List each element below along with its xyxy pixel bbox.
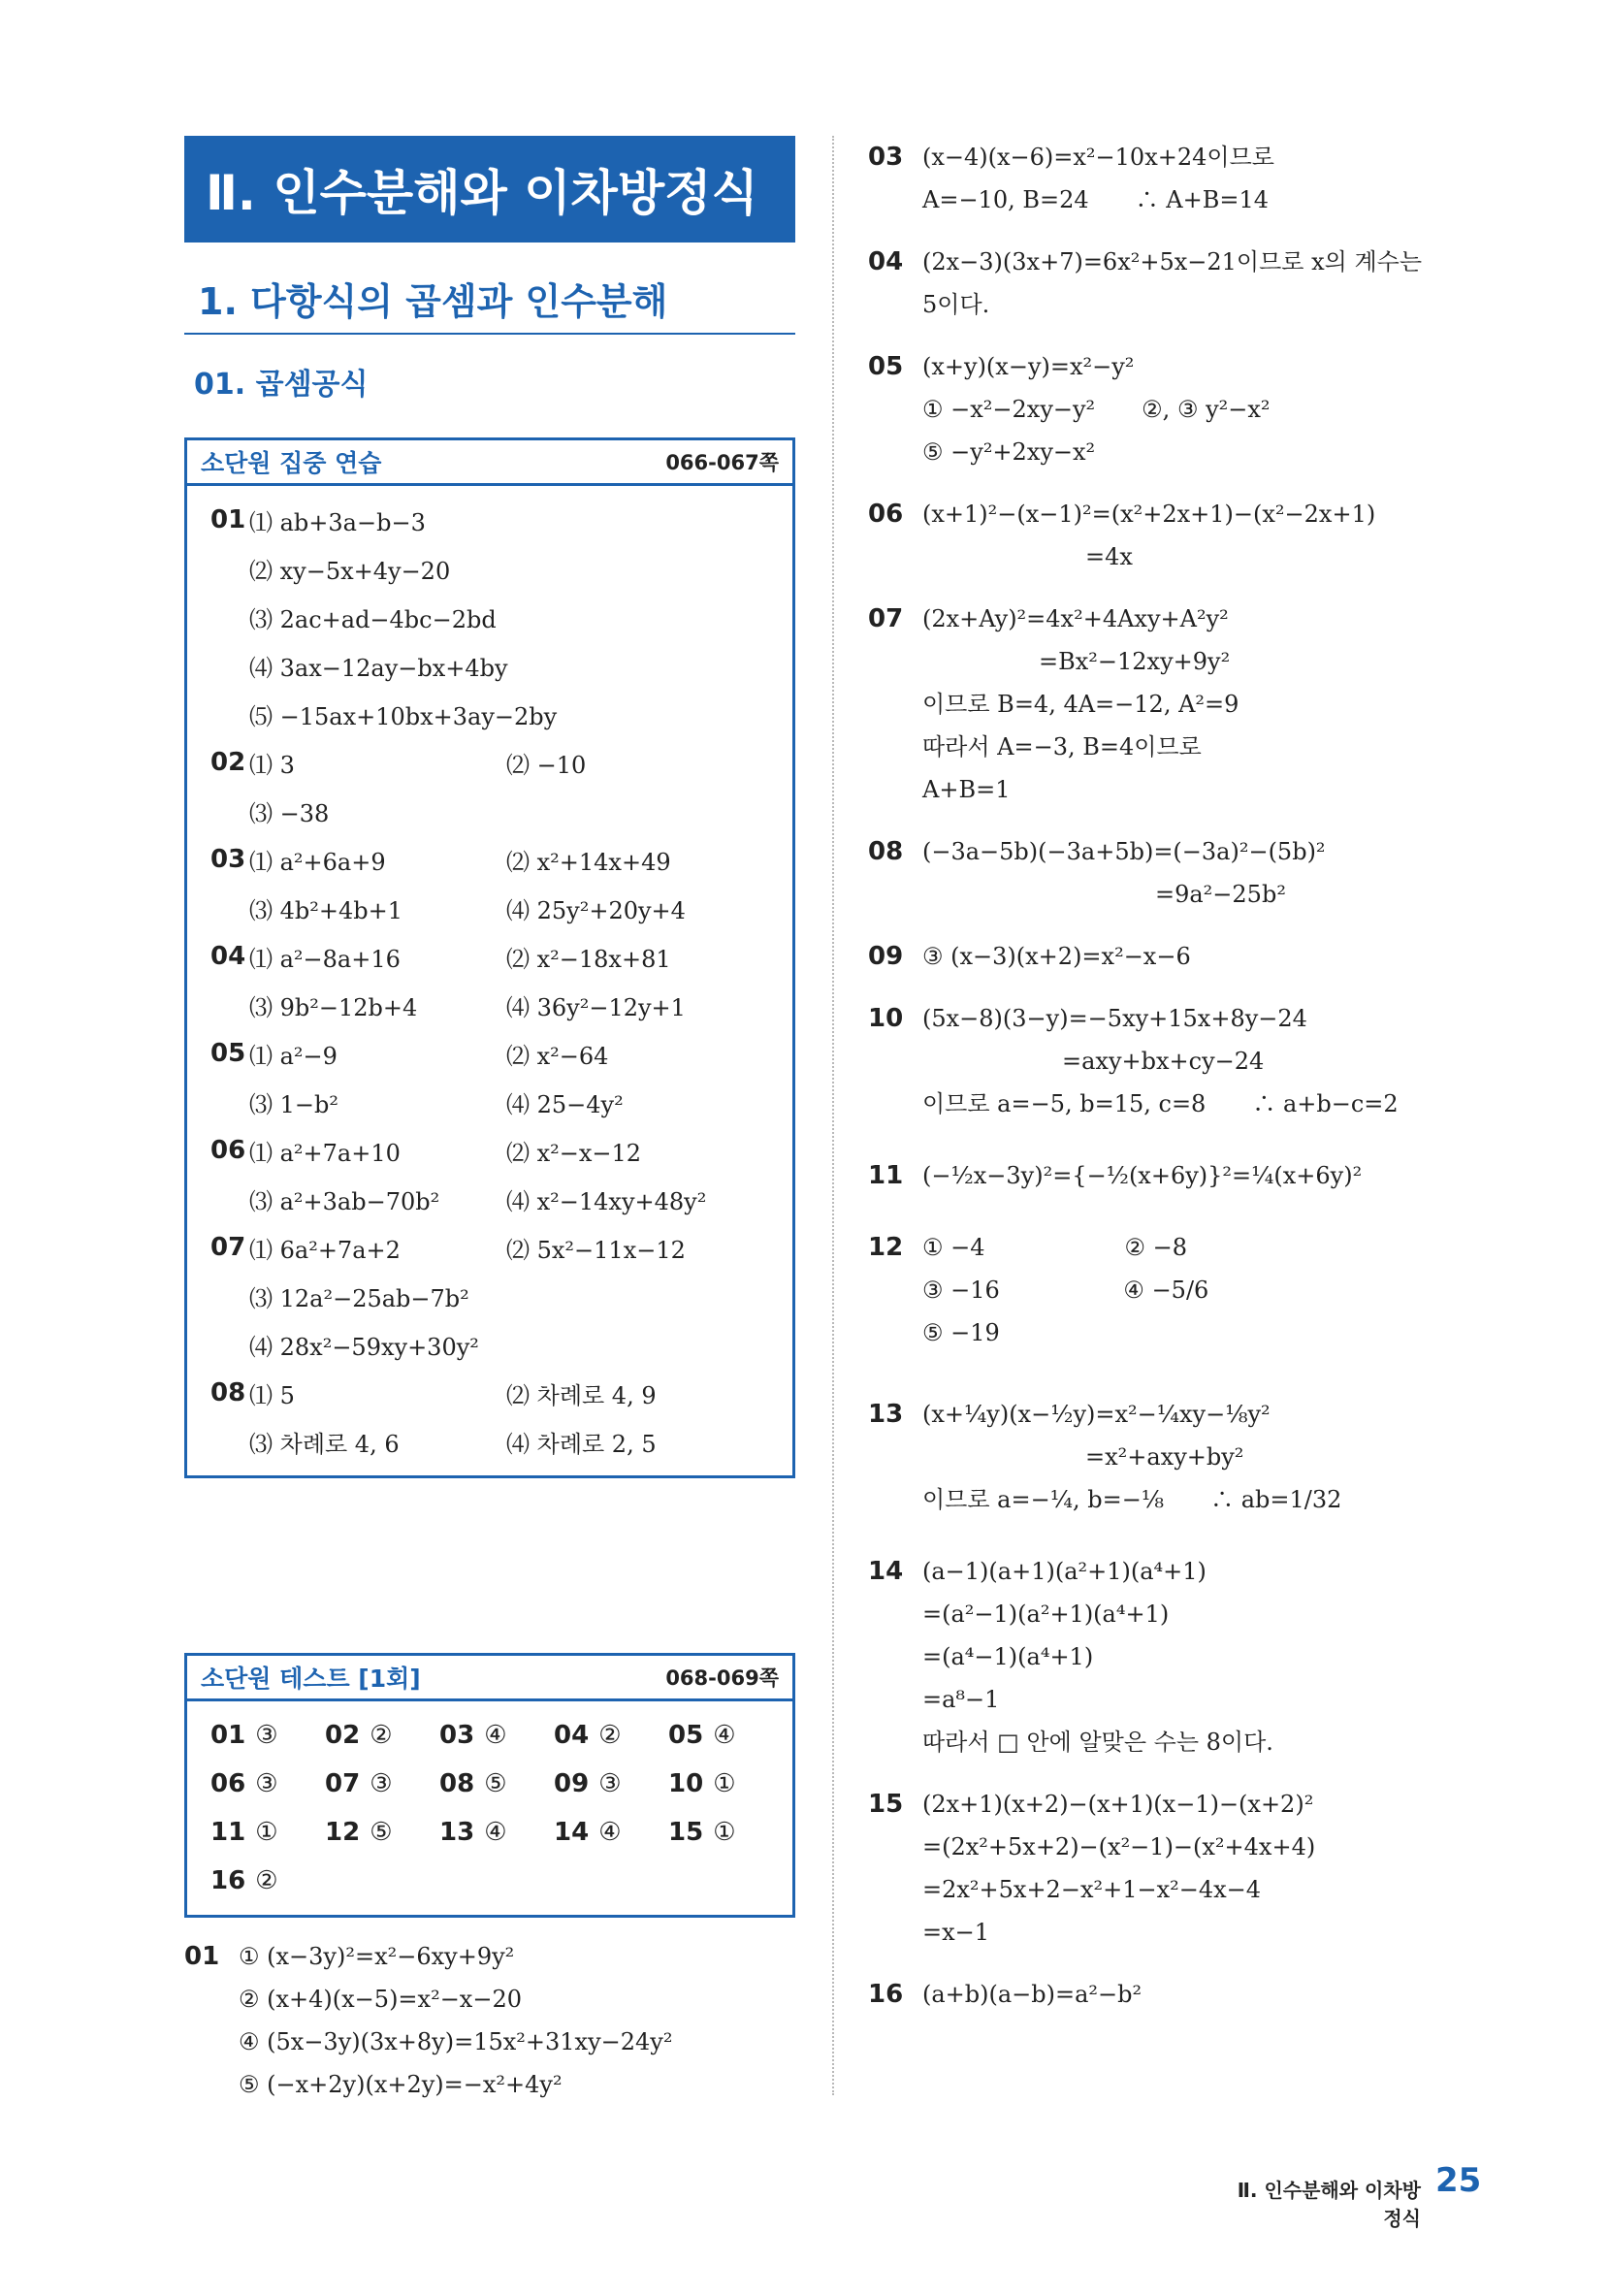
answer-choice: ③ — [598, 1769, 622, 1798]
solution-line: =Bx²−12xy+9y² — [922, 648, 1231, 675]
problem-number: 03 — [868, 143, 904, 172]
answer-part: ⑴ ab+3a−b−3 — [249, 508, 426, 536]
practice-row — [210, 1078, 779, 1126]
answer-part: ⑶ 2ac+ad−4bc−2bd — [249, 605, 497, 633]
solution-line: =(a⁴−1)(a⁴+1) — [922, 1643, 1094, 1670]
solution-line: =9a²−25b² — [922, 881, 1286, 908]
problem-number: 10 — [668, 1769, 704, 1798]
test-answer — [210, 1808, 325, 1857]
solution-line: =x²+axy+by² — [922, 1443, 1244, 1471]
solution-line: 이므로 a=−¼, b=−⅛ ∴ ab=1/32 — [922, 1486, 1342, 1513]
problem-number: 06 — [868, 500, 904, 529]
problem-number: 07 — [868, 604, 904, 633]
practice-row — [210, 1029, 779, 1078]
solution-lines — [922, 136, 1489, 221]
problem-number: 07 — [325, 1769, 361, 1798]
practice-row — [210, 787, 779, 835]
answer-choice: ① — [713, 1769, 736, 1798]
left-column — [184, 136, 795, 2106]
solution-line: ④ (5x−3y)(3x+8y)=15x²+31xy−24y² — [239, 2028, 673, 2055]
answer-part: ⑴ 5 — [249, 1381, 295, 1409]
problem-number: 12 — [868, 1233, 904, 1262]
subsection-title: 01. 곱셈공식 — [194, 368, 369, 402]
answer-part: ⑷ x²−14xy+48y² — [506, 1187, 707, 1215]
solution-line: =axy+bx+cy−24 — [922, 1048, 1265, 1075]
solution-block — [868, 136, 1489, 221]
problem-number: 01 — [210, 505, 246, 534]
answer-choice: ③ — [370, 1769, 393, 1798]
solution-line: (x+y)(x−y)=x²−y² — [922, 353, 1135, 380]
practice-row — [210, 593, 779, 641]
answer-part: ⑶ −38 — [249, 799, 330, 827]
practice-row — [210, 1320, 779, 1369]
solution-lines — [922, 997, 1489, 1125]
answer-choice: ④ — [598, 1818, 622, 1847]
right-column — [868, 136, 1489, 2016]
problem-number: 14 — [868, 1557, 904, 1586]
practice-row — [210, 835, 779, 884]
solution-block — [868, 1154, 1489, 1197]
chapter-banner — [184, 136, 795, 243]
answer-choice: ② — [370, 1721, 393, 1750]
test-answer — [210, 1857, 325, 1905]
solution-lines — [922, 1550, 1489, 1763]
problem-number: 05 — [868, 352, 904, 381]
answer-part: ⑴ 6a²+7a+2 — [249, 1236, 401, 1264]
solution-line: ⑤ −19 — [922, 1319, 1000, 1346]
solution-line: =2x²+5x+2−x²+1−x²−4x−4 — [922, 1876, 1262, 1903]
solution-line: ① (x−3y)²=x²−6xy+9y² — [239, 1943, 515, 1970]
answer-part: ⑶ 9b²−12b+4 — [249, 993, 418, 1021]
answer-choice: ⑤ — [484, 1769, 507, 1798]
problem-number: 03 — [439, 1721, 475, 1750]
test-answer — [439, 1760, 554, 1808]
practice-row — [210, 884, 779, 932]
practice-row — [210, 496, 779, 544]
solution-lines — [922, 1226, 1489, 1354]
test-answers — [187, 1701, 792, 1915]
problem-number: 06 — [210, 1769, 246, 1798]
solution-line: ① −4 ② −8 — [922, 1234, 1188, 1261]
answer-part: ⑶ 1−b² — [249, 1090, 338, 1118]
answer-part: ⑴ a²−9 — [249, 1042, 338, 1070]
page-number: 25 — [1435, 2161, 1482, 2200]
problem-number: 08 — [210, 1378, 246, 1407]
test-box-header — [187, 1656, 792, 1701]
practice-box-header — [187, 440, 792, 486]
solution-block — [868, 493, 1489, 578]
test-answer — [554, 1711, 668, 1760]
problem-number: 09 — [554, 1769, 590, 1798]
solution-block — [868, 830, 1489, 916]
test-box-pages: 068-069쪽 — [665, 1666, 779, 1690]
solution-block — [868, 598, 1489, 811]
solution-line: 이므로 B=4, 4A=−12, A²=9 — [922, 691, 1239, 718]
problem-number: 12 — [325, 1818, 361, 1847]
answer-part: ⑵ x²−x−12 — [506, 1139, 642, 1167]
solution-lines — [922, 598, 1489, 811]
practice-box — [184, 437, 795, 1478]
solution-block — [868, 1226, 1489, 1354]
solution-block — [868, 1550, 1489, 1763]
answer-part: ⑶ a²+3ab−70b² — [249, 1187, 440, 1215]
answer-part: ⑵ −10 — [506, 751, 587, 779]
answer-part: ⑵ 차례로 4, 9 — [506, 1381, 657, 1409]
problem-number: 10 — [868, 1004, 904, 1033]
problem-number: 11 — [210, 1818, 246, 1847]
footer-chapter-label: Ⅱ. 인수분해와 이차방정식 — [1237, 2179, 1421, 2230]
test-answer — [439, 1808, 554, 1857]
solution-line: ③ (x−3)(x+2)=x²−x−6 — [922, 943, 1191, 970]
problem-number: 03 — [210, 845, 246, 874]
solution-block — [868, 1393, 1489, 1521]
solution-lines — [922, 345, 1489, 473]
test-answer — [668, 1711, 783, 1760]
answer-choice: ④ — [484, 1818, 507, 1847]
test-answer — [439, 1711, 554, 1760]
test-answer — [554, 1808, 668, 1857]
problem-number: 05 — [668, 1721, 704, 1750]
answer-part: ⑴ a²−8a+16 — [249, 945, 401, 973]
solution-line: (2x+1)(x+2)−(x+1)(x−1)−(x+2)² — [922, 1791, 1314, 1818]
answer-part: ⑶ 12a²−25ab−7b² — [249, 1284, 469, 1312]
solution-block — [868, 935, 1489, 978]
answer-part: ⑴ a²+6a+9 — [249, 848, 386, 876]
answer-choice: ① — [255, 1818, 278, 1847]
problem-number: 05 — [210, 1039, 246, 1068]
problem-number: 08 — [868, 837, 904, 866]
answer-part: ⑴ a²+7a+10 — [249, 1139, 401, 1167]
problem-number: 07 — [210, 1233, 246, 1262]
solution-line: =(a²−1)(a²+1)(a⁴+1) — [922, 1601, 1170, 1628]
problem-number: 01 — [184, 1942, 220, 1971]
answer-part: ⑵ x²−18x+81 — [506, 945, 671, 973]
practice-answers — [187, 486, 792, 1475]
section-title: 1. 다항식의 곱셈과 인수분해 — [184, 272, 795, 335]
solution-line: (−3a−5b)(−3a+5b)=(−3a)²−(5b)² — [922, 838, 1326, 865]
problem-number: 15 — [868, 1790, 904, 1819]
solution-lines — [922, 1783, 1489, 1954]
solution-line: (a−1)(a+1)(a²+1)(a⁴+1) — [922, 1558, 1207, 1585]
solution-line: (x+¼y)(x−½y)=x²−¼xy−⅛y² — [922, 1401, 1271, 1428]
solution-lines — [922, 830, 1489, 916]
answer-part: ⑷ 36y²−12y+1 — [506, 993, 686, 1021]
answer-part: ⑵ x²+14x+49 — [506, 848, 671, 876]
solution-line: ③ −16 ④ −5/6 — [922, 1277, 1209, 1304]
problem-number: 13 — [868, 1400, 904, 1429]
solution-line: (5x−8)(3−y)=−5xy+15x+8y−24 — [922, 1005, 1307, 1032]
problem-number: 13 — [439, 1818, 475, 1847]
solution-lines — [922, 493, 1489, 578]
practice-box-title: 소단원 집중 연습 — [201, 449, 382, 477]
solution-line: (x−4)(x−6)=x²−10x+24이므로 — [922, 144, 1274, 171]
problem-number: 04 — [554, 1721, 590, 1750]
solution-line: =x−1 — [922, 1919, 990, 1946]
answer-part: ⑵ xy−5x+4y−20 — [249, 557, 451, 585]
answer-part: ⑷ 차례로 2, 5 — [506, 1430, 657, 1458]
problem-number: 11 — [868, 1161, 904, 1190]
practice-row — [210, 932, 779, 981]
solution-line: A+B=1 — [922, 776, 1011, 803]
solution-block — [868, 1973, 1489, 2016]
answer-choice: ④ — [713, 1721, 736, 1750]
answer-choice: ③ — [255, 1769, 278, 1798]
solution-line: 따라서 A=−3, B=4이므로 — [922, 733, 1202, 760]
practice-row — [210, 1126, 779, 1175]
solution-block — [868, 241, 1489, 326]
test-answer — [210, 1711, 325, 1760]
practice-box-pages: 066-067쪽 — [665, 451, 779, 474]
practice-row — [210, 738, 779, 787]
problem-number: 02 — [325, 1721, 361, 1750]
test-answer — [325, 1808, 439, 1857]
answer-part: ⑷ 3ax−12ay−bx+4by — [249, 654, 508, 682]
solution-line: (x+1)²−(x−1)²=(x²+2x+1)−(x²−2x+1) — [922, 501, 1376, 528]
answer-choice: ② — [598, 1721, 622, 1750]
problem-number: 04 — [210, 942, 246, 971]
solution-block — [868, 1783, 1489, 1954]
test-answer — [325, 1711, 439, 1760]
solution-line: ⑤ (−x+2y)(x+2y)=−x²+4y² — [239, 2071, 563, 2098]
problem-number: 09 — [868, 942, 904, 971]
column-divider — [832, 136, 834, 2095]
problem-number: 02 — [210, 748, 246, 777]
answer-choice: ⑤ — [370, 1818, 393, 1847]
practice-row — [210, 1223, 779, 1272]
practice-row — [210, 544, 779, 593]
solution-line: =(2x²+5x+2)−(x²−1)−(x²+4x+4) — [922, 1833, 1316, 1860]
practice-row — [210, 1175, 779, 1223]
answer-part: ⑶ 4b²+4b+1 — [249, 896, 403, 924]
test-answer — [668, 1808, 783, 1857]
problem-number: 16 — [868, 1980, 904, 2009]
problem-number: 08 — [439, 1769, 475, 1798]
test-box-title: 소단원 테스트 [1회] — [201, 1665, 421, 1693]
solution-lines — [922, 935, 1489, 978]
test-box — [184, 1653, 795, 1918]
solution-line: 5이다. — [922, 291, 990, 318]
problem-number: 16 — [210, 1866, 246, 1895]
solution-line: ② (x+4)(x−5)=x²−x−20 — [239, 1986, 522, 2013]
solution-lines — [922, 1393, 1489, 1521]
answer-part: ⑷ 25−4y² — [506, 1090, 624, 1118]
answer-part: ⑶ 차례로 4, 6 — [249, 1430, 400, 1458]
answer-choice: ③ — [255, 1721, 278, 1750]
solution-block — [868, 997, 1489, 1125]
problem-number: 01 — [210, 1721, 246, 1750]
answer-part: ⑵ x²−64 — [506, 1042, 609, 1070]
solution-line: 이므로 a=−5, b=15, c=8 ∴ a+b−c=2 — [922, 1090, 1399, 1117]
solution-lines — [922, 1973, 1489, 2016]
test-answer — [668, 1760, 783, 1808]
test-answer — [554, 1760, 668, 1808]
practice-row — [210, 981, 779, 1029]
practice-row — [210, 1272, 779, 1320]
solution-lines — [922, 241, 1489, 326]
problem-number: 15 — [668, 1818, 704, 1847]
solution-line: =4x — [922, 543, 1133, 570]
chapter-title: Ⅱ. 인수분해와 이차방정식 — [206, 165, 758, 221]
solution-line: (2x+Ay)²=4x²+4Axy+A²y² — [922, 605, 1229, 632]
test-answer — [210, 1760, 325, 1808]
answer-choice: ① — [713, 1818, 736, 1847]
solution-line: (2x−3)(3x+7)=6x²+5x−21이므로 x의 계수는 — [922, 248, 1422, 275]
practice-row — [210, 1417, 779, 1466]
problem-number: 14 — [554, 1818, 590, 1847]
answer-choice: ② — [255, 1866, 278, 1895]
answer-part: ⑸ −15ax+10bx+3ay−2by — [249, 702, 558, 730]
practice-row — [210, 641, 779, 690]
answer-part: ⑴ 3 — [249, 751, 295, 779]
solution-line: 따라서 □ 안에 알맞은 수는 8이다. — [922, 1729, 1273, 1756]
solution-line: ① −x²−2xy−y² ②, ③ y²−x² — [922, 396, 1271, 423]
test-answer — [325, 1760, 439, 1808]
practice-row — [210, 1369, 779, 1417]
problem-number: 06 — [210, 1136, 246, 1165]
solution-line: =a⁸−1 — [922, 1686, 1000, 1713]
solution-line: (−½x−3y)²={−½(x+6y)}²=¼(x+6y)² — [922, 1162, 1363, 1189]
right-solutions — [868, 136, 1489, 2016]
problem-number: 04 — [868, 247, 904, 276]
practice-row — [210, 690, 779, 738]
solution-lines — [922, 1154, 1489, 1197]
answer-part: ⑷ 25y²+20y+4 — [506, 896, 686, 924]
solution-lines — [239, 1935, 795, 2106]
left-solutions — [184, 1935, 795, 2106]
solution-line: A=−10, B=24 ∴ A+B=14 — [922, 186, 1269, 213]
solution-line: ⑤ −y²+2xy−x² — [922, 438, 1096, 466]
answer-part: ⑷ 28x²−59xy+30y² — [249, 1333, 479, 1361]
solution-line: (a+b)(a−b)=a²−b² — [922, 1981, 1142, 2008]
answer-choice: ④ — [484, 1721, 507, 1750]
answer-part: ⑵ 5x²−11x−12 — [506, 1236, 686, 1264]
solution-block — [184, 1935, 795, 2106]
solution-block — [868, 345, 1489, 473]
